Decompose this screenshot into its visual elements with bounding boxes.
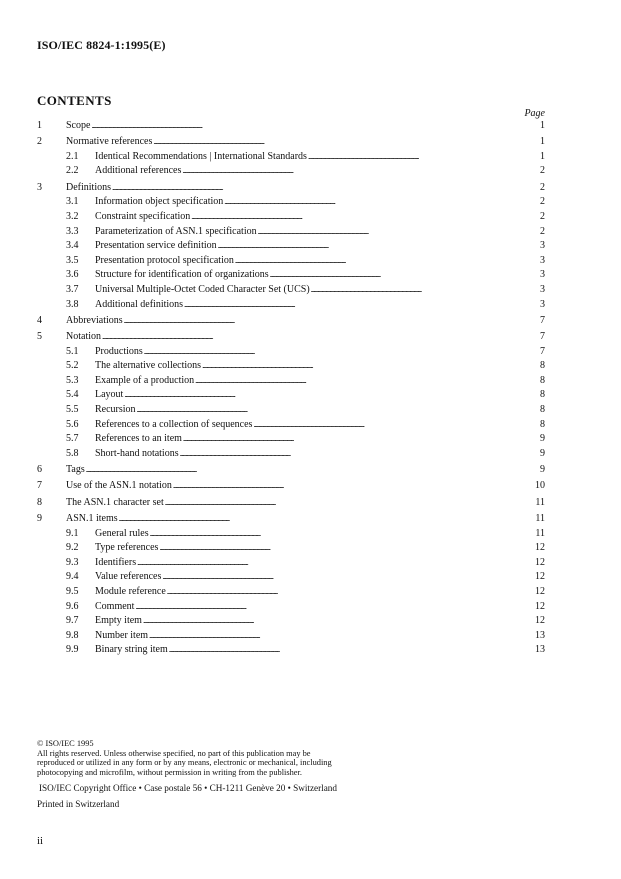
dot-leader [143, 614, 509, 629]
contents-heading: CONTENTS [37, 93, 112, 108]
toc-entry-title: Empty item [95, 615, 142, 627]
dot-leader [86, 463, 509, 478]
toc-entry-line [95, 239, 509, 254]
toc-entry-page: 8 [540, 374, 545, 386]
toc-entry-number: 9 [37, 512, 42, 524]
toc-entry-title: Recursion [95, 404, 136, 416]
dot-leader [153, 135, 509, 150]
toc-entry-number: 5.6 [66, 418, 79, 430]
toc-entry-number: 5.3 [66, 374, 79, 386]
toc-entry-title: Value references [95, 571, 162, 583]
toc-entry-title: Presentation protocol specification [95, 254, 234, 266]
rights-line-1: All rights reserved. Unless otherwise specified, no part of this publication may be [37, 748, 311, 758]
page-column-label: Page [524, 108, 545, 119]
toc-entry[interactable] [37, 164, 547, 179]
toc-entry-number: 9.9 [66, 644, 79, 656]
toc-entry-title: The ASN.1 character set [66, 496, 164, 508]
toc-entry-title: Parameterization of ASN.1 specification [95, 225, 257, 237]
toc-entry-title: Universal Multiple-Octet Coded Character Set (UCS) [95, 283, 310, 295]
toc-entry-number: 9.6 [66, 600, 79, 612]
toc-entry-title: Productions [95, 345, 143, 357]
toc-entry-number: 9.5 [66, 585, 79, 597]
toc-entry[interactable] [37, 119, 547, 134]
dot-leader [311, 283, 509, 298]
toc-entry[interactable] [37, 135, 547, 150]
dot-leader [91, 119, 509, 134]
toc-entry-page: 8 [540, 404, 545, 416]
toc-entry-title: Information object specification [95, 196, 224, 208]
toc-entry-page: 12 [535, 585, 545, 597]
toc-entry-title: Type references [95, 542, 159, 554]
toc-entry-number: 5.5 [66, 404, 79, 416]
toc-entry[interactable] [37, 283, 547, 298]
toc-entry-line [95, 600, 509, 615]
toc-entry-number: 7 [37, 480, 42, 492]
toc-entry-title: Example of a production [95, 374, 195, 386]
toc-entry-page: 12 [535, 600, 545, 612]
toc-entry-title: General rules [95, 527, 149, 539]
dot-leader [165, 496, 509, 511]
dot-leader [169, 643, 509, 658]
toc-entry-title: Scope [66, 120, 91, 131]
toc-entry[interactable] [37, 541, 547, 556]
toc-entry-line [95, 225, 509, 240]
toc-entry[interactable] [37, 330, 547, 345]
toc-entry-number: 5.2 [66, 360, 79, 372]
toc-entry-number: 3.3 [66, 225, 79, 237]
dot-leader [202, 359, 509, 374]
toc-entry-number: 1 [37, 120, 42, 131]
toc-entry-title: Normative references [66, 136, 153, 148]
toc-entry-page: 13 [535, 629, 545, 641]
toc-entry-number: 5.7 [66, 433, 79, 445]
toc-entry-page: 8 [540, 360, 545, 372]
toc-entry-number: 3.8 [66, 298, 79, 310]
toc-entry-title: Use of the ASN.1 notation [66, 480, 172, 492]
dot-leader [167, 585, 509, 600]
toc-entry-line [95, 527, 509, 542]
toc-entry-number: 3.7 [66, 283, 79, 295]
dot-leader [191, 210, 509, 225]
copyright-notice [37, 739, 397, 777]
toc-entry[interactable] [37, 570, 547, 585]
rights-line-2: reproduced or utilized in any form or by any means, electronic or mechanical, including [37, 758, 332, 768]
dot-leader [235, 254, 509, 269]
toc-entry-line [95, 374, 509, 389]
rights-line-3: photocopying and microfilm, without permission in writing from the publisher. [37, 767, 302, 777]
toc-entry-title: References to a collection of sequences [95, 418, 253, 430]
toc-entry-title: Identifiers [95, 556, 137, 568]
toc-entry[interactable] [37, 614, 547, 629]
toc-entry-title: References to an item [95, 433, 182, 445]
toc-entry-number: 5.8 [66, 447, 79, 459]
toc-entry[interactable] [37, 254, 547, 269]
toc-entry-number: 2 [37, 136, 42, 148]
page-number: ii [37, 835, 44, 847]
toc-entry-title: ASN.1 items [66, 512, 118, 524]
toc-entry-number: 3.2 [66, 210, 79, 222]
toc-entry-line [95, 629, 509, 644]
toc-entry-title: Definitions [66, 181, 111, 193]
toc-entry-line [95, 298, 509, 313]
dot-leader [162, 570, 509, 585]
toc-entry[interactable] [37, 225, 547, 240]
toc-entry-line [66, 463, 509, 478]
toc-entry-line [95, 283, 509, 298]
toc-entry-number: 8 [37, 496, 42, 508]
toc-entry-line [66, 119, 509, 134]
dot-leader [173, 479, 509, 494]
toc-entry-title: Constraint specification [95, 210, 191, 222]
toc-entry-page: 11 [535, 527, 545, 539]
dot-leader [270, 268, 509, 283]
dot-leader [224, 195, 509, 210]
toc-entry-title: Comment [95, 600, 135, 612]
toc-entry-line [66, 181, 509, 196]
toc-entry-page: 12 [535, 615, 545, 627]
toc-entry-number: 4 [37, 314, 42, 326]
toc-entry[interactable] [37, 432, 547, 447]
copyright-line: © ISO/IEC 1995 [37, 739, 94, 748]
toc-entry[interactable] [37, 643, 547, 658]
toc-entry-line [95, 585, 509, 600]
toc-entry-number: 2.2 [66, 165, 79, 177]
toc-entry-page: 9 [540, 433, 545, 445]
dot-leader [159, 541, 509, 556]
toc-entry[interactable] [37, 359, 547, 374]
toc-entry-page: 2 [540, 210, 545, 222]
toc-entry[interactable] [37, 600, 547, 615]
toc-entry[interactable] [37, 527, 547, 542]
toc-entry-line [95, 150, 509, 165]
toc-entry-line [95, 359, 509, 374]
toc-entry-number: 2.1 [66, 150, 79, 162]
toc-entry-title: Module reference [95, 585, 166, 597]
toc-entry-page: 1 [540, 120, 545, 131]
copyright-office-address: ISO/IEC Copyright Office • Case postale 56 • CH-1211 Genève 20 • Switzerland [39, 783, 337, 793]
dot-leader [112, 181, 509, 196]
dot-leader [144, 345, 509, 360]
dot-leader [119, 512, 509, 527]
dot-leader [184, 298, 509, 313]
toc-entry-title: Additional references [95, 165, 182, 177]
toc-entry[interactable] [37, 374, 547, 389]
toc-entry-page: 7 [540, 314, 545, 326]
toc-entry-page: 8 [540, 389, 545, 401]
toc-entry-page: 12 [535, 556, 545, 568]
toc-entry-line [95, 388, 509, 403]
toc-entry-line [95, 541, 509, 556]
toc-entry-number: 9.2 [66, 542, 79, 554]
toc-entry-number: 5.4 [66, 389, 79, 401]
toc-entry-title: Presentation service definition [95, 240, 217, 252]
dot-leader [137, 556, 509, 571]
toc-entry-line [95, 268, 509, 283]
toc-entry[interactable] [37, 496, 547, 511]
toc-entry-line [95, 556, 509, 571]
dot-leader [124, 314, 509, 329]
toc-entry-line [95, 447, 509, 462]
toc-entry-number: 3 [37, 181, 42, 193]
toc-entry-page: 10 [535, 480, 545, 492]
toc-entry-title: Short-hand notations [95, 447, 179, 459]
toc-entry[interactable] [37, 298, 547, 313]
toc-entry-number: 3.6 [66, 269, 79, 281]
dot-leader [135, 600, 509, 615]
toc-entry-line [66, 314, 509, 329]
toc-entry[interactable] [37, 463, 547, 478]
toc-entry[interactable] [37, 447, 547, 462]
document-id: ISO/IEC 8824-1:1995(E) [37, 38, 166, 52]
toc-entry-number: 6 [37, 464, 42, 476]
dot-leader [183, 432, 509, 447]
toc-entry[interactable] [37, 479, 547, 494]
toc-entry-number: 3.4 [66, 240, 79, 252]
toc-entry-line [66, 479, 509, 494]
toc-entry-number: 3.5 [66, 254, 79, 266]
toc-entry-number: 3.1 [66, 196, 79, 208]
toc-entry-page: 12 [535, 571, 545, 583]
toc-entry[interactable] [37, 585, 547, 600]
dot-leader [308, 150, 509, 165]
toc-entry-title: Notation [66, 331, 101, 343]
toc-entry-line [66, 135, 509, 150]
dot-leader [195, 374, 509, 389]
toc-entry-page: 1 [540, 150, 545, 162]
toc-entry-title: Identical Recommendations | International Standards [95, 150, 307, 162]
toc-entry-page: 11 [535, 512, 545, 524]
dot-leader [258, 225, 509, 240]
toc-entry-page: 13 [535, 644, 545, 656]
toc-entry-number: 9.1 [66, 527, 79, 539]
toc-entry-page: 1 [540, 136, 545, 148]
toc-entry-number: 9.4 [66, 571, 79, 583]
toc-entry-line [66, 512, 509, 527]
toc-entry-title: Layout [95, 389, 124, 401]
toc-entry-page: 11 [535, 496, 545, 508]
toc-entry[interactable] [37, 239, 547, 254]
dot-leader [150, 527, 509, 542]
toc-entry-page: 9 [540, 447, 545, 459]
toc-entry[interactable] [37, 210, 547, 225]
dot-leader [180, 447, 509, 462]
toc-entry-line [95, 614, 509, 629]
toc-entry-line [95, 418, 509, 433]
dot-leader [218, 239, 509, 254]
dot-leader [182, 164, 509, 179]
toc-entry-page: 2 [540, 196, 545, 208]
toc-entry[interactable] [37, 388, 547, 403]
toc-entry[interactable] [37, 345, 547, 360]
toc-entry-number: 9.7 [66, 615, 79, 627]
toc-entry-line [95, 210, 509, 225]
toc-entry[interactable] [37, 314, 547, 329]
toc-entry-line [95, 432, 509, 447]
toc-entry-line [66, 330, 509, 345]
dot-leader [124, 388, 509, 403]
toc-entry-title: Additional definitions [95, 298, 184, 310]
toc-entry-page: 2 [540, 165, 545, 177]
toc-entry[interactable] [37, 268, 547, 283]
toc-entry-title: Structure for identification of organizations [95, 269, 269, 281]
printed-in: Printed in Switzerland [37, 799, 120, 809]
toc-entry-line [95, 403, 509, 418]
toc-entry-page: 7 [540, 345, 545, 357]
toc-entry-page: 7 [540, 331, 545, 343]
toc-entry-title: Number item [95, 629, 149, 641]
toc-entry-line [95, 195, 509, 210]
toc-entry-page: 3 [540, 298, 545, 310]
dot-leader [149, 629, 509, 644]
toc-entry[interactable] [37, 512, 547, 527]
toc-entry-page: 3 [540, 240, 545, 252]
toc-entry[interactable] [37, 150, 547, 165]
toc-entry-title: Tags [66, 464, 85, 476]
toc-entry-number: 5 [37, 331, 42, 343]
toc-entry[interactable] [37, 403, 547, 418]
toc-entry[interactable] [37, 181, 547, 196]
toc-entry[interactable] [37, 195, 547, 210]
toc-entry-page: 2 [540, 225, 545, 237]
toc-entry-page: 9 [540, 464, 545, 476]
toc-entry-page: 3 [540, 269, 545, 281]
toc-entry-title: Abbreviations [66, 314, 123, 326]
toc-entry-title: The alternative collections [95, 360, 202, 372]
dot-leader [253, 418, 509, 433]
toc-entry-line [95, 570, 509, 585]
toc-entry-number: 9.3 [66, 556, 79, 568]
toc-entry-page: 2 [540, 181, 545, 193]
toc-entry-page: 12 [535, 542, 545, 554]
toc-entry-line [95, 164, 509, 179]
toc-entry-page: 3 [540, 283, 545, 295]
table-of-contents [37, 119, 547, 658]
dot-leader [102, 330, 509, 345]
toc-entry-page: 8 [540, 418, 545, 430]
toc-entry-line [95, 345, 509, 360]
toc-entry[interactable] [37, 418, 547, 433]
toc-entry-line [95, 254, 509, 269]
toc-entry-title: Binary string item [95, 644, 168, 656]
toc-entry[interactable] [37, 556, 547, 571]
toc-entry-number: 9.8 [66, 629, 79, 641]
dot-leader [137, 403, 509, 418]
toc-entry-page: 3 [540, 254, 545, 266]
toc-entry-line [95, 643, 509, 658]
toc-entry-number: 5.1 [66, 345, 79, 357]
toc-entry-line [66, 496, 509, 511]
toc-entry[interactable] [37, 629, 547, 644]
